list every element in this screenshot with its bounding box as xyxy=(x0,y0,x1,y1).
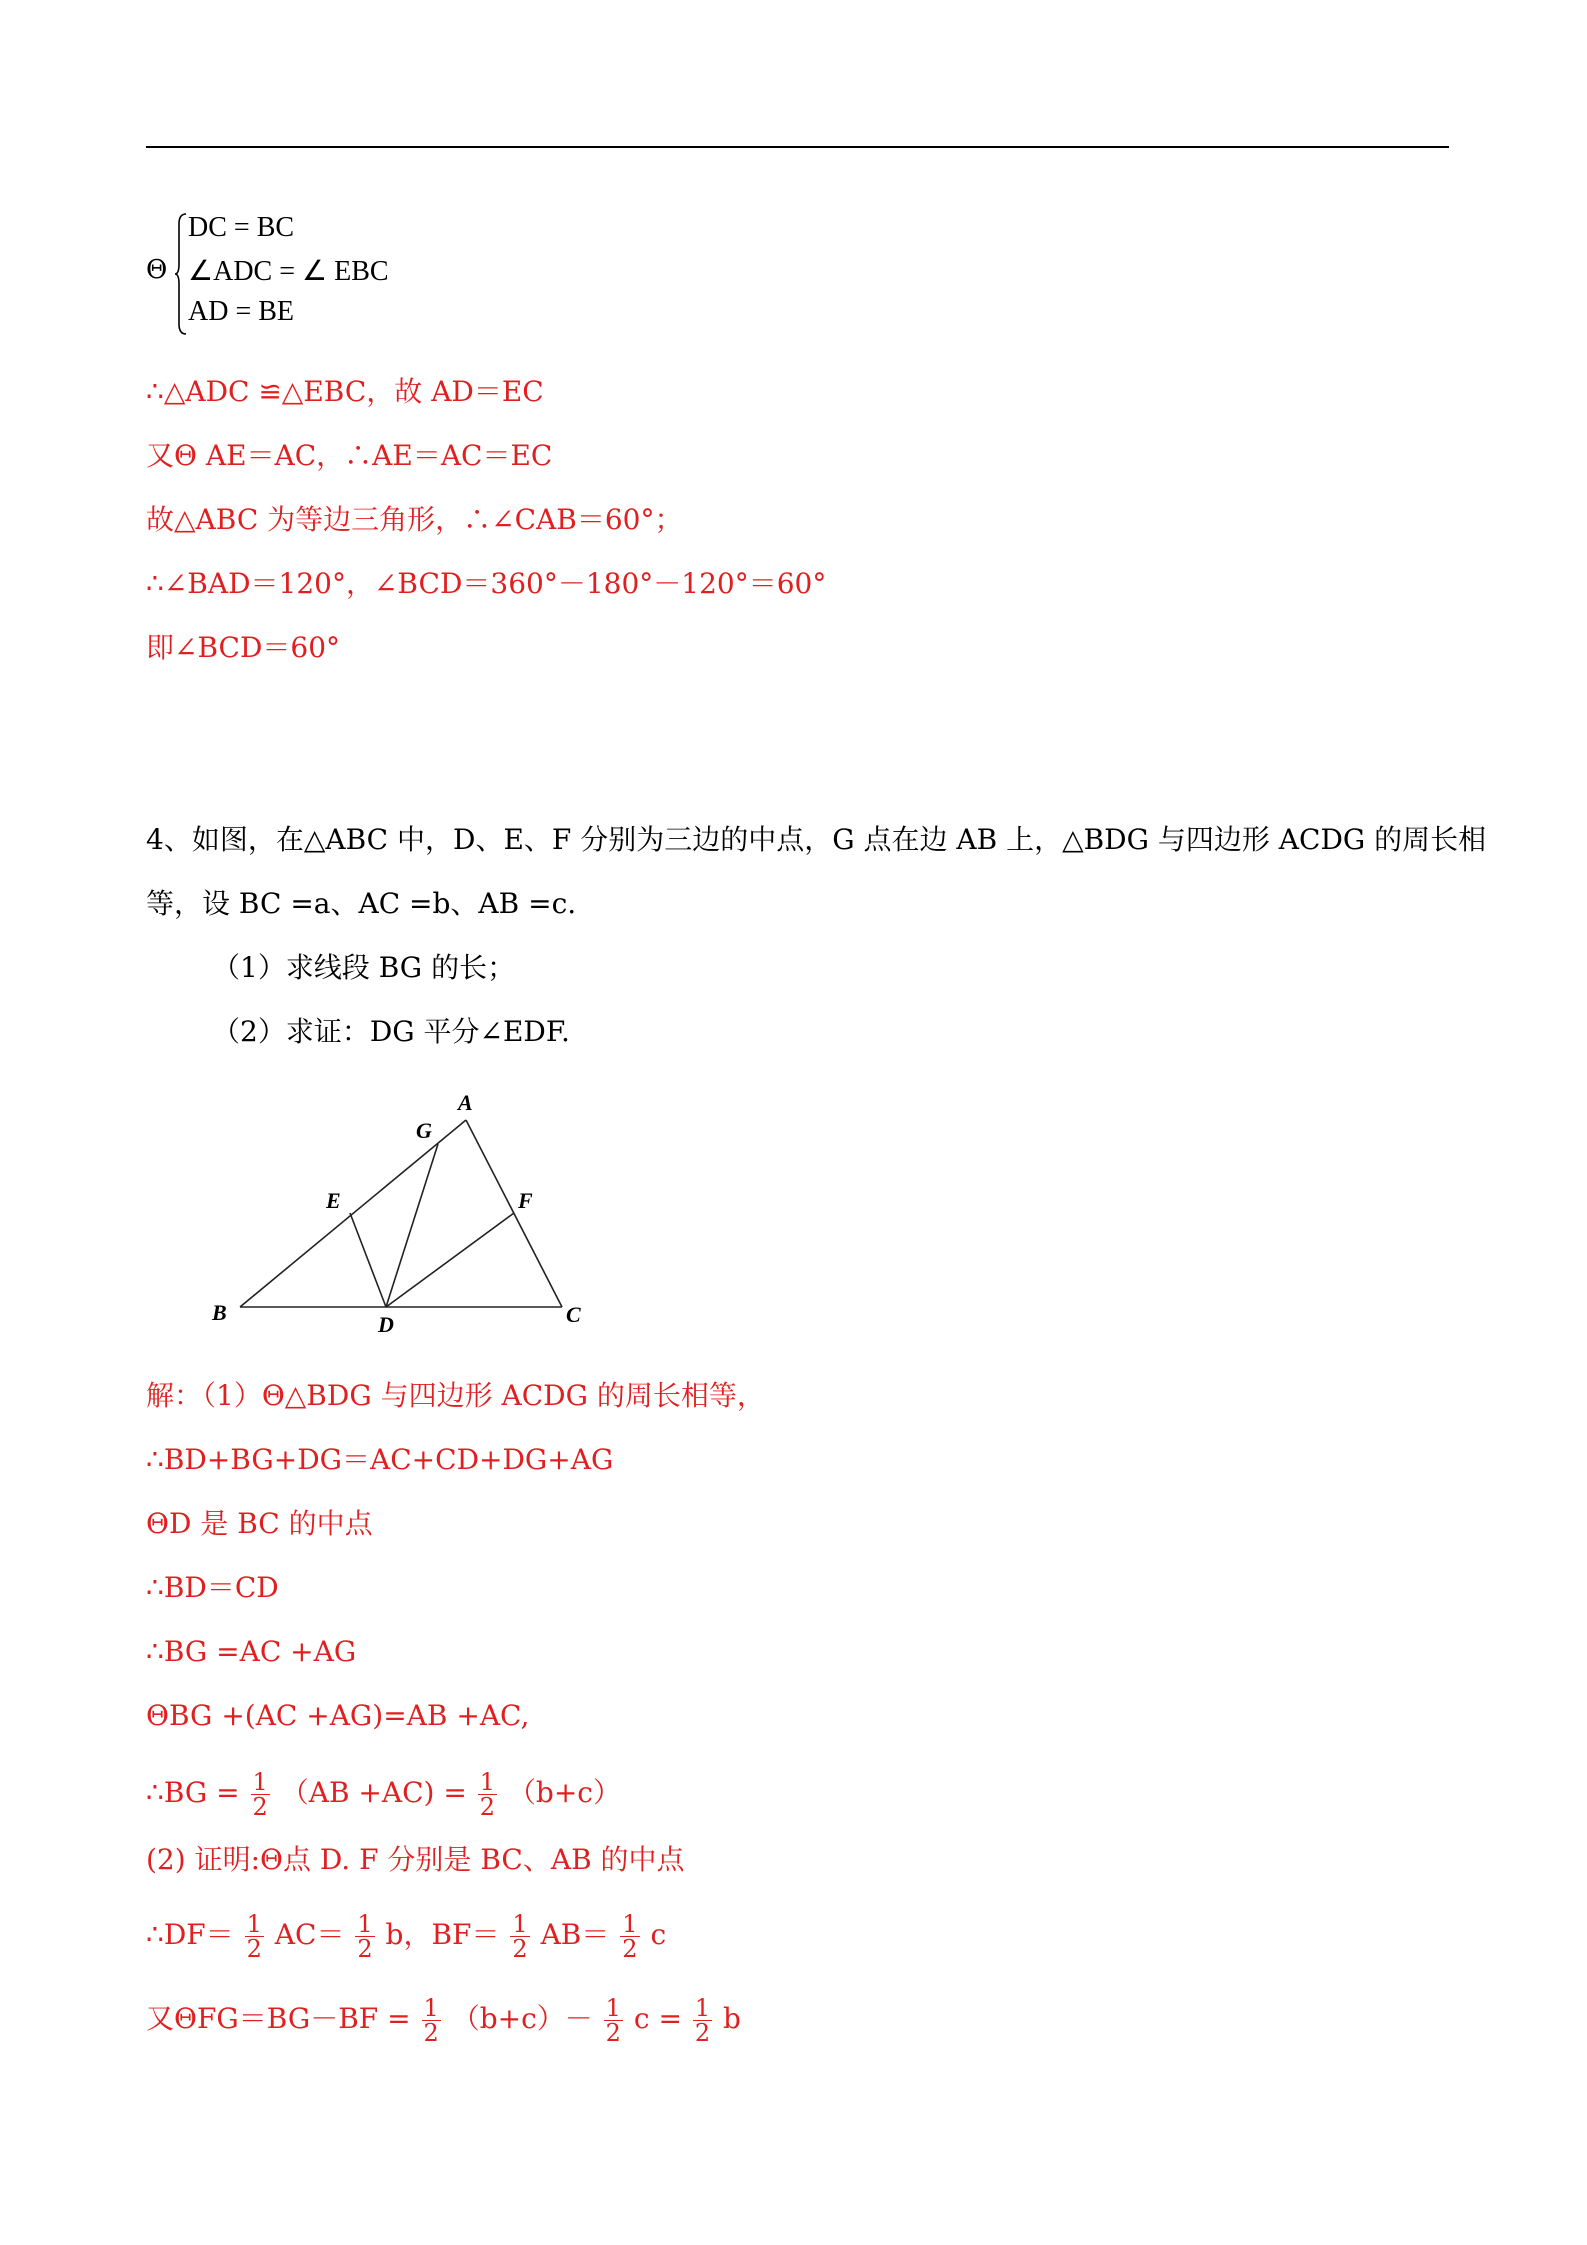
solution-line-5: ∴BG =AC +AG xyxy=(146,1635,357,1668)
left-brace-icon xyxy=(175,212,187,336)
b-plus-c: （b+c） xyxy=(507,1776,621,1809)
proof-line-3: 故△ABC 为等边三角形，∴∠CAB＝60°； xyxy=(146,503,683,536)
equation-2: ∠ADC = ∠ EBC xyxy=(188,256,389,287)
segment-gd xyxy=(386,1144,438,1307)
fraction-half: $\frac{1}{2}$ xyxy=(512,1910,528,1963)
label-e: E xyxy=(326,1188,341,1213)
b-term: b xyxy=(723,2002,741,2035)
fg-equals: 又ΘFG＝BG－BF = xyxy=(146,2002,411,2035)
fraction-half: $\frac{1}{2}$ xyxy=(357,1910,373,1963)
proof-line-4: ∴∠BAD＝120°，∠BCD＝360°－180°－120°＝60° xyxy=(146,567,827,600)
header-rule xyxy=(146,146,1449,148)
label-f: F xyxy=(518,1188,533,1213)
solution-line-2: ∴BD+BG+DG＝AC+CD+DG+AG xyxy=(146,1443,614,1476)
proof-line-1: ∴△ADC ≌△EBC，故 AD＝EC xyxy=(146,375,544,408)
label-a: A xyxy=(458,1090,473,1115)
label-b: B xyxy=(212,1300,227,1325)
b-plus-c-minus: （b+c）－ xyxy=(451,2002,593,2035)
solution-line-6: ΘBG +(AC +AG)=AB +AC, xyxy=(146,1699,530,1732)
equation-1: DC = BC xyxy=(188,212,295,243)
bg-equals: ∴BG = xyxy=(146,1776,240,1809)
solution-line-1: 解：（1）Θ△BDG 与四边形 ACDG 的周长相等， xyxy=(146,1379,765,1412)
question-1: （1）求线段 BG 的长； xyxy=(212,951,516,984)
fraction-half: $\frac{1}{2}$ xyxy=(423,1994,439,2047)
proof-line-5: 即∠BCD＝60° xyxy=(146,631,341,664)
b-bf-equals: b，BF＝ xyxy=(385,1918,500,1951)
df-equals: ∴DF＝ xyxy=(146,1918,234,1951)
fraction-half: $\frac{1}{2}$ xyxy=(694,1994,711,2047)
label-g: G xyxy=(416,1118,432,1143)
c-term: c xyxy=(650,1918,667,1951)
ac-equals: AC＝ xyxy=(274,1918,345,1951)
proof-line-2: 又Θ AE＝AC，∴AE＝AC＝EC xyxy=(146,439,553,472)
solution-line-8: (2) 证明:Θ点 D. F 分别是 BC、AB 的中点 xyxy=(146,1843,685,1876)
equation-3: AD = BE xyxy=(188,296,295,327)
segment-fd xyxy=(386,1213,514,1307)
solution-line-10 xyxy=(146,1996,741,2045)
label-c: C xyxy=(566,1302,581,1327)
solution-line-4: ∴BD＝CD xyxy=(146,1571,279,1604)
question-2: （2）求证：DG 平分∠EDF. xyxy=(212,1015,570,1048)
segment-ed xyxy=(350,1213,386,1307)
solution-line-9 xyxy=(146,1912,666,1961)
ab-plus-ac: （AB +AC) = xyxy=(280,1776,467,1809)
c-equals: c = xyxy=(633,2002,682,2035)
fraction-half: $\frac{1}{2}$ xyxy=(479,1768,496,1821)
fraction-half: $\frac{1}{2}$ xyxy=(605,1994,621,2047)
solution-line-3: ΘD 是 BC 的中点 xyxy=(146,1507,373,1540)
because-symbol: Θ xyxy=(146,255,168,285)
fraction-half: $\frac{1}{2}$ xyxy=(246,1910,262,1963)
label-d: D xyxy=(378,1312,394,1337)
problem-4-line-2: 等，设 BC =a、AC =b、AB =c. xyxy=(146,887,577,920)
fraction-half: $\frac{1}{2}$ xyxy=(622,1910,638,1963)
fraction-half: $\frac{1}{2}$ xyxy=(252,1768,268,1821)
ab-equals: AB＝ xyxy=(540,1918,610,1951)
problem-4-line-1: 4、如图，在△ABC 中，D、E、F 分别为三边的中点，G 点在边 AB 上，△BDG 与四边形 ACDG 的周长相 xyxy=(146,823,1487,856)
solution-line-7 xyxy=(146,1770,621,1819)
side-ab xyxy=(240,1120,466,1307)
triangle-figure xyxy=(200,1080,620,1340)
